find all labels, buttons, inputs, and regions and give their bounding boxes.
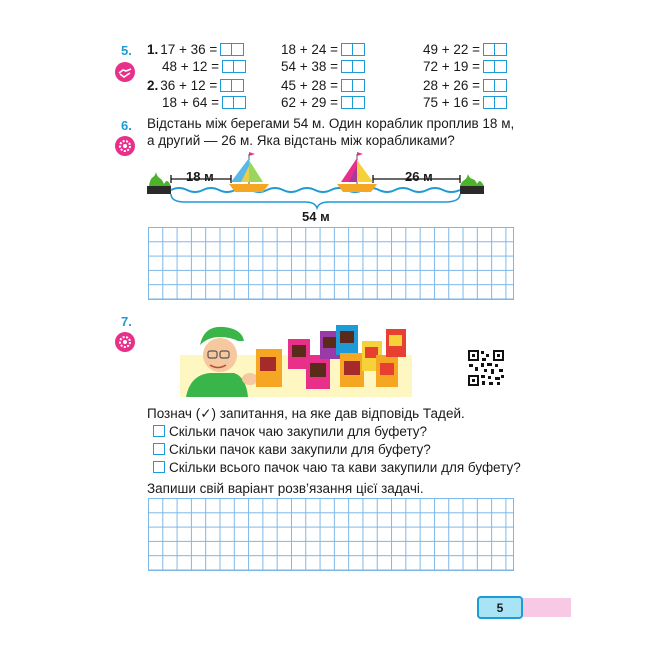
label-54m: 54 м	[302, 209, 330, 224]
task-6-number: 6.	[121, 118, 132, 133]
gear-icon	[115, 136, 135, 156]
answer-boxes[interactable]	[222, 96, 246, 109]
answer-boxes[interactable]	[341, 96, 365, 109]
equation-col3-2: 72 + 19 =	[423, 59, 507, 74]
task-7-number: 7.	[121, 314, 132, 329]
answer-grid-task-7[interactable]	[148, 498, 514, 571]
answer-boxes[interactable]	[341, 43, 365, 56]
equation-col3-4: 75 + 16 =	[423, 95, 507, 110]
task-7-write-prompt: Запиши свій варіант розв’язання цієї задачі.	[147, 481, 424, 496]
page-number: 5	[477, 596, 523, 619]
task-7-instruction: Познач (✓) запитання, на яке дав відповідь Тадей.	[147, 406, 465, 421]
equation-col3-3: 28 + 26 =	[423, 78, 507, 93]
row-mark-1: 1.	[147, 42, 159, 57]
answer-boxes[interactable]	[341, 79, 365, 92]
answer-boxes[interactable]	[483, 43, 507, 56]
option-1-checkbox[interactable]	[153, 425, 165, 437]
option-3[interactable]: Скільки всього пачок чаю та кави закупили для буфету?	[153, 459, 521, 477]
equation-col3-1: 49 + 22 =	[423, 42, 507, 57]
row-mark-2: 2.	[147, 78, 159, 93]
label-18m: 18 м	[186, 169, 214, 184]
label-26m: 26 м	[405, 169, 433, 184]
equation-col2-3: 45 + 28 =	[281, 78, 365, 93]
option-2-checkbox[interactable]	[153, 443, 165, 455]
task-5-number: 5.	[121, 43, 132, 58]
equation-1-1: 1. 17 + 36 =	[147, 42, 244, 57]
sailboat-right	[337, 152, 377, 192]
answer-boxes[interactable]	[220, 43, 244, 56]
answer-boxes[interactable]	[483, 60, 507, 73]
answer-boxes[interactable]	[341, 60, 365, 73]
answer-boxes[interactable]	[483, 79, 507, 92]
equation-col2-4: 62 + 29 =	[281, 95, 365, 110]
sailboat-left	[229, 152, 269, 192]
right-bank-grass	[460, 174, 484, 186]
right-bank	[460, 186, 484, 194]
answer-boxes[interactable]	[483, 96, 507, 109]
equation-2-1: 2. 36 + 12 =	[147, 78, 244, 93]
gear-icon	[115, 332, 135, 352]
answer-boxes[interactable]	[220, 79, 244, 92]
equation-2-2: 18 + 64 =	[162, 95, 246, 110]
qr-code-icon[interactable]	[467, 349, 505, 387]
task-6-line-1: Відстань між берегами 54 м. Один кораблик проплив 18 м,	[147, 116, 515, 131]
equation-1-2: 48 + 12 =	[162, 59, 246, 74]
equation-col2-2: 54 + 38 =	[281, 59, 365, 74]
task-6-line-2: а другий — 26 м. Яка відстань між корабликами?	[147, 133, 455, 148]
boy-with-boxes-illustration	[180, 315, 412, 397]
option-1[interactable]: Скільки пачок чаю закупили для буфету?	[153, 423, 427, 441]
option-2[interactable]: Скільки пачок кави закупили для буфету?	[153, 441, 431, 459]
total-brace	[171, 194, 460, 208]
water-line	[171, 188, 460, 192]
handshake-icon	[115, 62, 135, 82]
equation-col2-1: 18 + 24 =	[281, 42, 365, 57]
answer-grid-task-6[interactable]	[148, 227, 514, 300]
left-bank-grass	[149, 172, 171, 186]
answer-boxes[interactable]	[222, 60, 246, 73]
option-3-checkbox[interactable]	[153, 461, 165, 473]
left-bank	[147, 186, 171, 194]
